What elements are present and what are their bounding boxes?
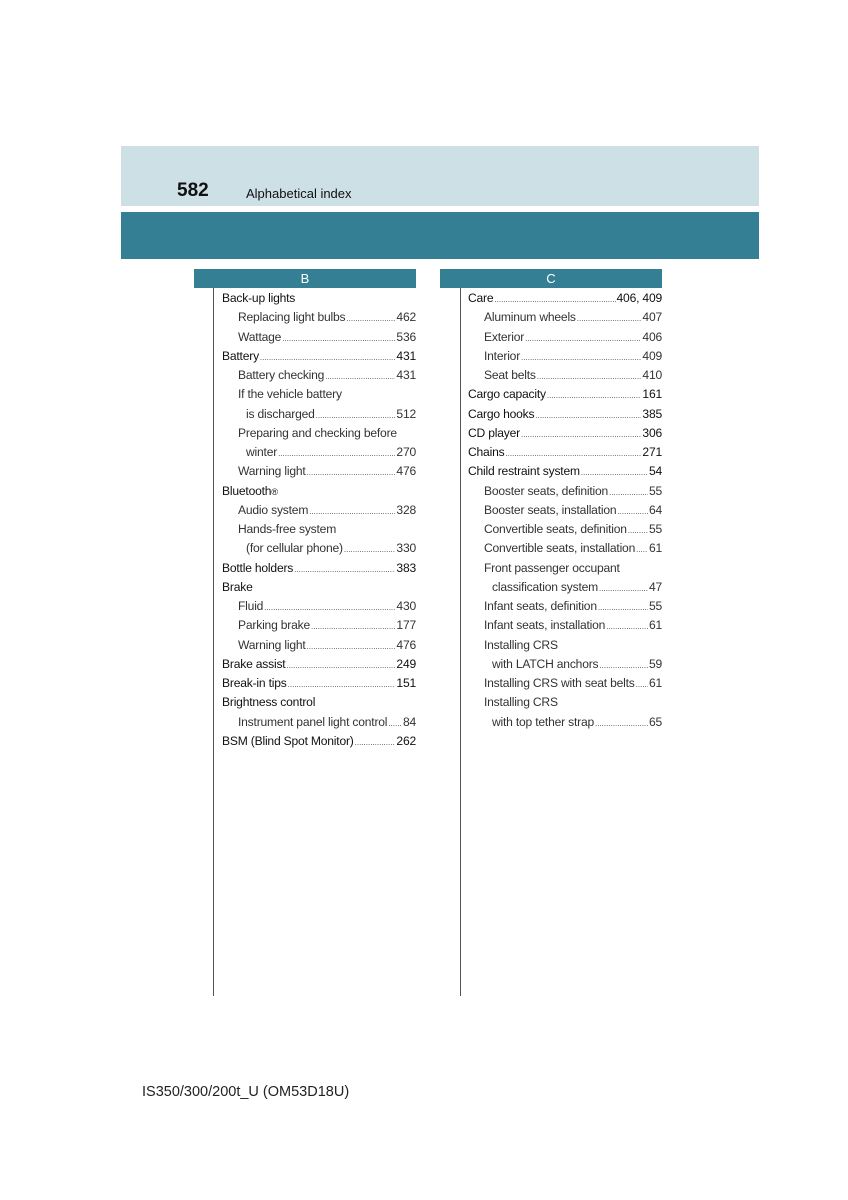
index-entry <box>238 501 416 520</box>
index-entry-label: Installing CRS <box>484 695 558 710</box>
index-entry-label: BSM (Blind Spot Monitor) <box>222 733 354 748</box>
index-entry-page: 61 <box>648 618 662 633</box>
dot-leader <box>311 616 395 636</box>
index-entry <box>484 693 662 712</box>
dot-leader <box>307 462 396 482</box>
dot-leader <box>521 424 641 444</box>
index-entry-page: 65 <box>648 714 662 729</box>
dot-leader <box>581 462 648 482</box>
dot-leader <box>599 655 648 675</box>
index-entry-label: Infant seats, definition <box>484 599 597 613</box>
index-entry <box>238 616 416 635</box>
index-entry-label: Audio system <box>238 502 309 517</box>
index-entry-label: Parking brake <box>238 618 311 633</box>
index-entry-label: Infant seats, installation <box>484 618 606 633</box>
index-entry-label: CD player <box>468 425 520 440</box>
index-entry-label: Convertible seats, installation <box>484 541 636 556</box>
dot-leader <box>577 308 642 328</box>
index-entry <box>222 347 416 366</box>
index-entry-label: Brake <box>222 579 253 594</box>
index-entry-label: with LATCH anchors <box>492 656 599 671</box>
column-rule-c <box>460 288 461 996</box>
index-entry-label: is discharged <box>246 406 315 421</box>
index-entry-label: Instrument panel light control <box>238 714 388 729</box>
index-entry-page: 476 <box>396 637 416 652</box>
index-entry <box>246 405 416 424</box>
index-entry-label: If the vehicle battery <box>238 387 342 402</box>
index-entry-page: 431 <box>396 368 416 382</box>
index-entry-label: Replacing light bulbs <box>238 310 346 325</box>
index-entry-page: 383 <box>396 560 416 575</box>
index-entry-page: 161 <box>642 387 662 402</box>
index-entry <box>492 713 662 732</box>
index-entry-label: with top tether strap <box>492 714 595 729</box>
model-footer: IS350/300/200t_U (OM53D18U) <box>142 1084 350 1100</box>
index-entry-page: 512 <box>396 406 416 421</box>
index-entry-label: Installing CRS with seat belts <box>484 676 635 690</box>
dot-leader <box>278 443 395 463</box>
dot-leader <box>307 636 396 656</box>
index-entry-label: Care <box>468 291 494 305</box>
index-entry-page: 406, 409 <box>616 291 662 305</box>
index-entry-label: Convertible seats, definition <box>484 522 627 536</box>
index-entry-page: 328 <box>396 502 416 517</box>
index-entry <box>468 289 662 308</box>
index-entry-label: Warning light <box>238 464 306 479</box>
header-band <box>121 146 759 206</box>
index-entry <box>238 520 416 539</box>
dot-leader <box>325 366 395 386</box>
index-entry <box>468 424 662 443</box>
index-entry-page: 271 <box>642 445 662 459</box>
index-entry <box>222 655 416 674</box>
page-title: Alphabetical index <box>246 186 352 201</box>
dot-leader <box>609 482 648 502</box>
dot-leader <box>309 501 395 521</box>
index-entry <box>246 539 416 558</box>
index-entry-label: Interior <box>484 348 521 363</box>
dot-leader <box>547 385 642 405</box>
index-entry <box>484 636 662 655</box>
index-entry-page: 410 <box>642 368 662 382</box>
dot-leader <box>344 539 396 559</box>
index-entry <box>222 732 416 751</box>
index-entry <box>468 405 662 424</box>
dot-leader <box>355 732 396 752</box>
index-entry-page: 406 <box>642 329 662 344</box>
index-entry: Bluetooth ® <box>222 482 416 501</box>
section-header-c: C <box>440 269 662 288</box>
index-entry-page: 55 <box>648 522 662 536</box>
index-entry-page: 59 <box>648 656 662 671</box>
index-entry-page: 47 <box>648 579 662 594</box>
dot-leader <box>628 520 648 540</box>
index-entry-label: winter <box>246 445 278 459</box>
dot-leader <box>388 713 402 733</box>
index-entry-label: Aluminum wheels <box>484 310 576 325</box>
dot-leader <box>606 616 648 636</box>
index-entry-label: classification system <box>492 579 599 594</box>
index-entry <box>246 443 416 462</box>
index-entry-page: 61 <box>648 676 662 690</box>
index-entry <box>484 559 662 578</box>
dot-leader <box>636 674 648 694</box>
dot-leader <box>537 366 642 386</box>
index-entry-label: Child restraint system <box>468 464 580 479</box>
index-entry <box>222 693 416 712</box>
index-entry <box>484 308 662 327</box>
index-entry-label: Brightness control <box>222 695 316 710</box>
index-entry <box>492 578 662 597</box>
index-entry-label: Seat belts <box>484 368 536 382</box>
index-entry-label: Installing CRS <box>484 637 558 652</box>
index-entry-label: Brake assist <box>222 656 286 671</box>
index-entry <box>222 289 416 308</box>
index-entry-label: Bottle holders <box>222 560 294 575</box>
index-entry <box>484 616 662 635</box>
index-entry <box>484 347 662 366</box>
dot-leader <box>599 578 648 598</box>
index-entry <box>238 462 416 481</box>
header-bar <box>121 212 759 259</box>
index-entry <box>484 520 662 539</box>
index-entry-page: 54 <box>648 464 662 479</box>
dot-leader <box>617 501 648 521</box>
index-entry <box>484 539 662 558</box>
index-entry-page: 306 <box>642 425 662 440</box>
column-rule-b <box>213 288 214 996</box>
index-entry-page: 431 <box>396 348 416 363</box>
index-entry-page: 409 <box>642 348 662 363</box>
index-entry-label: Wattage <box>238 329 282 344</box>
index-entry <box>484 597 662 616</box>
dot-leader <box>316 405 396 425</box>
index-entry-label: Bluetooth <box>222 483 272 498</box>
index-entry <box>238 328 416 347</box>
index-entry-page: 407 <box>642 310 662 325</box>
index-entry <box>238 636 416 655</box>
index-entry <box>238 597 416 616</box>
dot-leader <box>525 328 641 348</box>
dot-leader <box>286 655 395 675</box>
index-entry-page: 249 <box>396 656 416 671</box>
dot-leader <box>505 443 641 463</box>
dot-leader <box>535 405 641 425</box>
dot-leader <box>282 328 395 348</box>
index-entry <box>238 308 416 327</box>
index-entry <box>222 559 416 578</box>
dot-leader <box>598 597 648 617</box>
index-entry <box>238 366 416 385</box>
dot-leader <box>595 713 648 733</box>
section-header-b: B <box>194 269 416 288</box>
index-entry-page: 151 <box>396 676 416 690</box>
index-entry-label: Cargo hooks <box>468 406 535 421</box>
index-entry-label: Fluid <box>238 599 264 613</box>
index-entry-page: 177 <box>396 618 416 633</box>
index-entry-label: Chains <box>468 445 505 459</box>
index-entry-label: Booster seats, definition <box>484 483 609 498</box>
index-entry-label: Hands-free system <box>238 522 337 536</box>
index-entry-label: Battery <box>222 348 259 363</box>
index-entry <box>238 385 416 404</box>
index-entry <box>484 501 662 520</box>
index-entry <box>238 424 416 443</box>
index-entry-page: 55 <box>648 483 662 498</box>
index-entry-page: 476 <box>396 464 416 479</box>
index-entry-page: 84 <box>402 714 416 729</box>
index-entry-page: 536 <box>396 329 416 344</box>
index-entry-page: 55 <box>648 599 662 613</box>
index-entry <box>492 655 662 674</box>
index-entry-label: Front passenger occupant <box>484 560 620 575</box>
dot-leader <box>294 559 395 579</box>
index-entry <box>484 328 662 347</box>
index-entry-page: 462 <box>396 310 416 325</box>
index-entry-label: Exterior <box>484 329 525 344</box>
index-entry-label: Battery checking <box>238 368 325 382</box>
index-entry <box>468 462 662 481</box>
index-entry-page: 385 <box>642 406 662 421</box>
index-entry-page: 64 <box>648 502 662 517</box>
index-entry-page: 430 <box>396 599 416 613</box>
index-entry <box>222 674 416 693</box>
index-entry-page: 262 <box>396 733 416 748</box>
index-entry-label: Cargo capacity <box>468 387 546 402</box>
dot-leader <box>264 597 395 617</box>
index-entry <box>484 366 662 385</box>
dot-leader <box>346 308 395 328</box>
dot-leader <box>494 289 615 309</box>
index-entry <box>468 385 662 404</box>
index-entry-label: Break-in tips <box>222 676 287 690</box>
index-entry <box>238 713 416 732</box>
index-entry <box>484 674 662 693</box>
dot-leader <box>288 674 396 694</box>
page-number: 582 <box>177 180 209 201</box>
index-entry-label: Preparing and checking before <box>238 425 397 440</box>
index-entry <box>468 443 662 462</box>
index-entry-label: (for cellular phone) <box>246 541 343 556</box>
index-entry-label: Back-up lights <box>222 291 296 305</box>
index-entry-page: 330 <box>396 541 416 556</box>
dot-leader <box>521 347 641 367</box>
index-entry-label: Booster seats, installation <box>484 502 617 517</box>
dot-leader <box>636 539 648 559</box>
index-entry-page: 270 <box>396 445 416 459</box>
index-entry <box>222 578 416 597</box>
index-entry <box>484 482 662 501</box>
dot-leader <box>260 347 396 367</box>
index-entry-label: Warning light <box>238 637 306 652</box>
index-entry-page: 61 <box>648 541 662 556</box>
